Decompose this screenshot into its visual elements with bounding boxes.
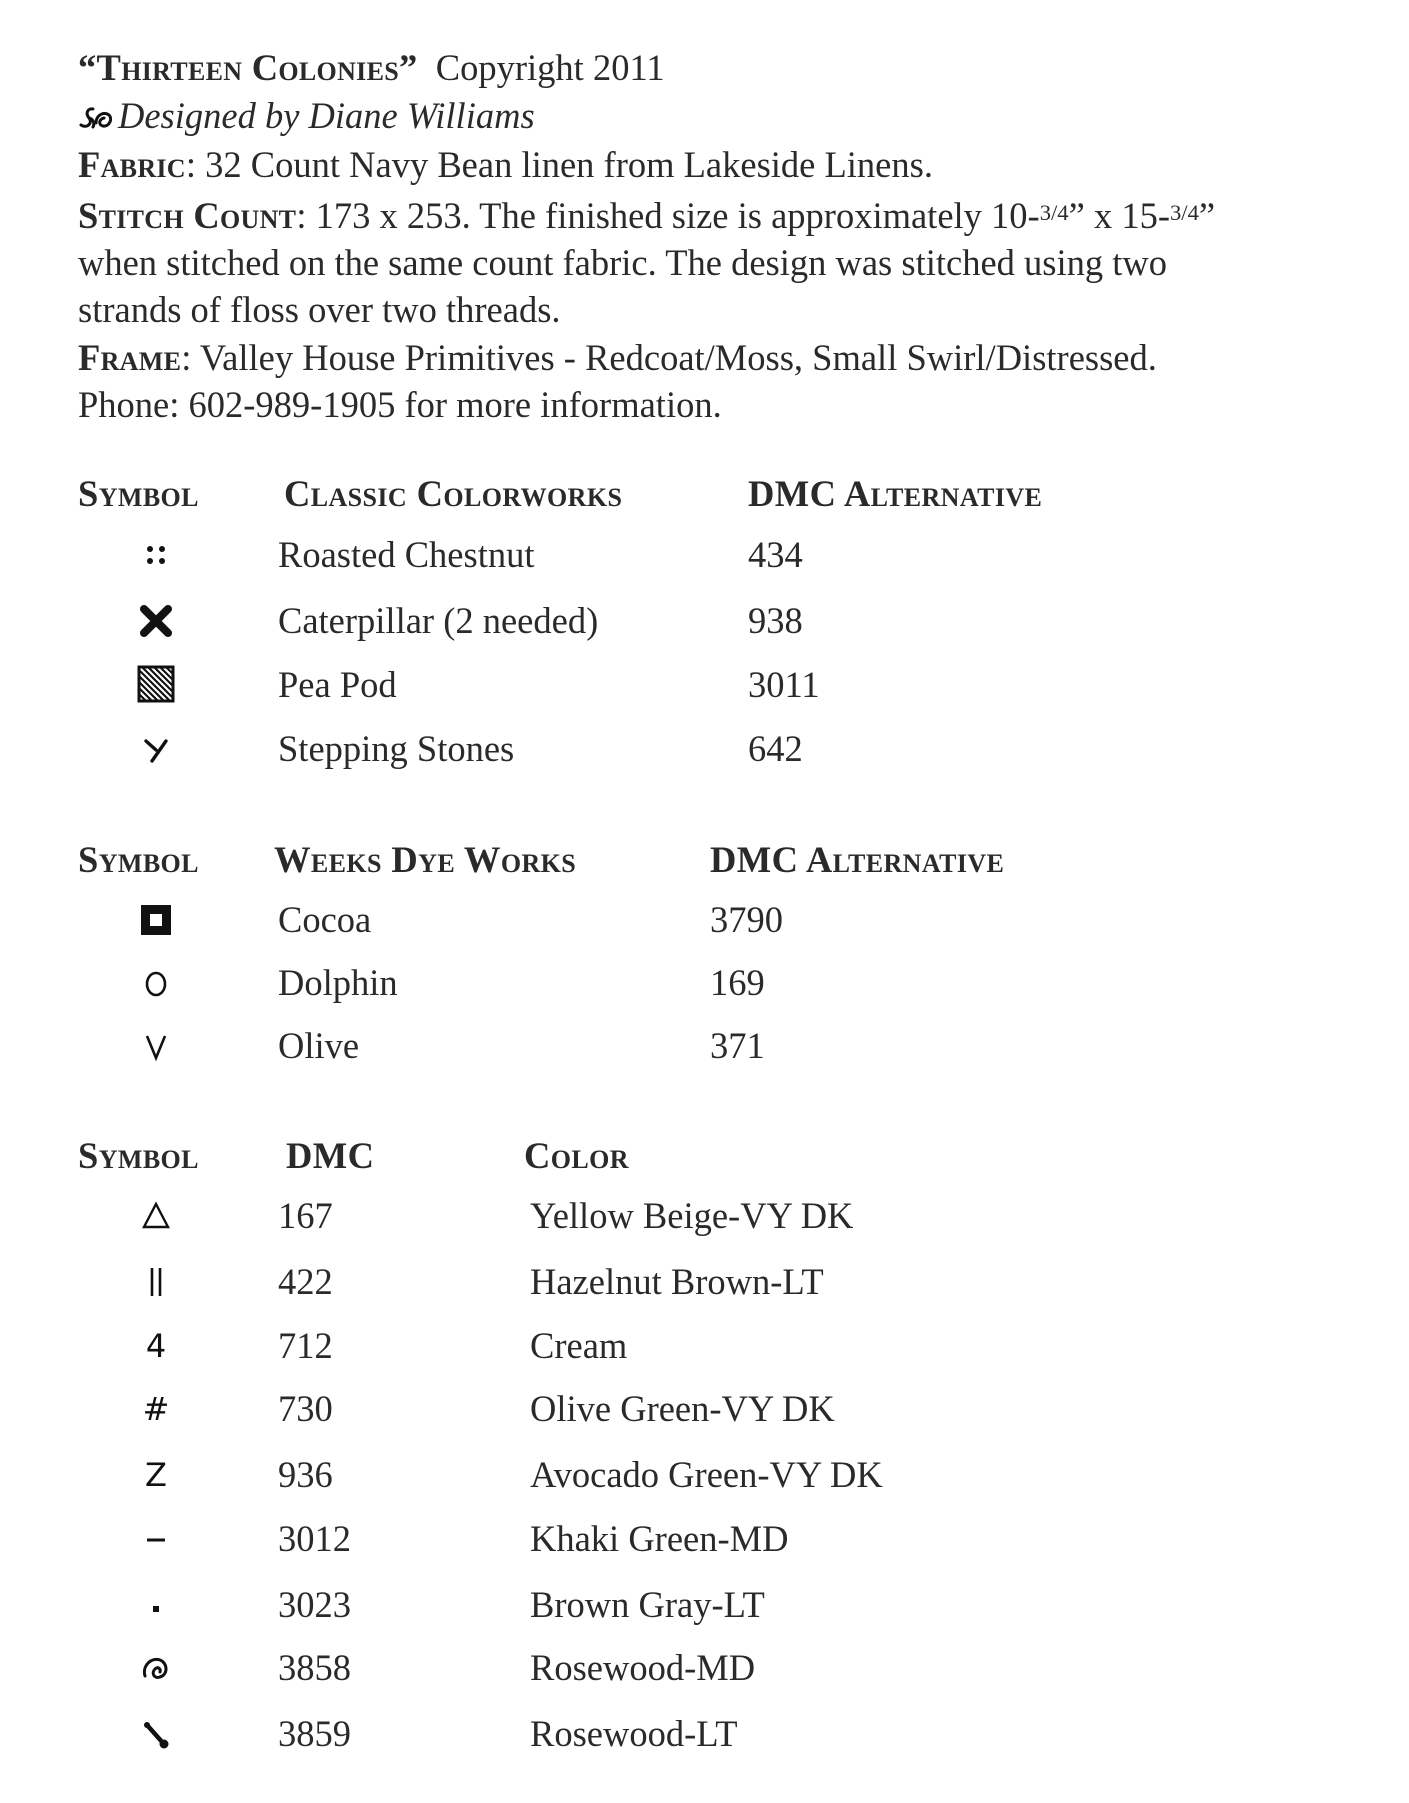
table-header	[0, 836, 1409, 884]
stitch-count-line	[78, 189, 1378, 239]
needle-slash-icon	[118, 1710, 194, 1758]
thread-name: Olive	[278, 1025, 360, 1066]
header-brand: Classic Colorworks	[284, 473, 623, 514]
table-row	[0, 661, 1409, 709]
fabric-text: : 32 Count Navy Bean linen from Lakeside Linens.	[185, 144, 933, 185]
color-name: Avocado Green-VY DK	[530, 1454, 883, 1495]
fabric-line	[78, 141, 1378, 189]
dmc-number: 730	[278, 1388, 333, 1429]
table-header	[0, 470, 1409, 518]
header-dmc-alternative: DMC Alternative	[748, 473, 1043, 514]
dash-icon	[118, 1515, 194, 1563]
dmc-number: 3023	[278, 1584, 351, 1625]
dmc-number: 434	[748, 534, 803, 575]
pattern-info	[78, 44, 1378, 429]
title-line	[78, 44, 1378, 92]
fraction-three-quarters: 3/4	[1039, 199, 1069, 225]
designer-line	[78, 92, 1378, 142]
table-row	[0, 1322, 1409, 1370]
table-row	[0, 896, 1409, 944]
circle-icon	[118, 959, 194, 1007]
phone-line: Phone: 602-989-1905 for more information.	[78, 384, 722, 426]
stitch-count-line-2: when stitched on the same count fabric. The design was stitched using two	[78, 241, 1168, 283]
table-row	[0, 1451, 1409, 1499]
dmc-number: 936	[278, 1454, 333, 1495]
heavy-x-icon	[118, 597, 194, 645]
hash-icon: #	[142, 1390, 170, 1428]
designer-name: Designed by Diane Williams	[118, 94, 535, 136]
header-dmc-alternative: DMC Alternative	[710, 839, 1005, 880]
stitch-count-line-3: strands of floss over two threads.	[78, 289, 561, 331]
dmc-number: 167	[278, 1195, 333, 1236]
table-row	[0, 597, 1409, 645]
thread-name: Caterpillar (2 needed)	[278, 600, 599, 641]
dmc-number: 3012	[278, 1518, 351, 1559]
v-shape-icon	[118, 1022, 194, 1070]
fabric-label: Fabric	[78, 144, 186, 185]
thread-name: Roasted Chestnut	[278, 534, 535, 575]
header-symbol: Symbol	[78, 1135, 199, 1176]
header-brand: Weeks Dye Works	[274, 839, 577, 880]
dmc-number: 371	[710, 1025, 765, 1066]
pattern-title: “Thirteen Colonies”	[78, 47, 418, 88]
table-row	[0, 1258, 1409, 1306]
table-row	[0, 959, 1409, 1007]
thread-name: Cocoa	[278, 899, 372, 940]
stitch-count-text-3: ”	[1198, 194, 1216, 236]
color-name: Yellow Beige-VY DK	[530, 1195, 854, 1236]
y-shape-icon	[118, 725, 194, 773]
designer-mark-icon	[78, 94, 118, 142]
stitch-count-text-2: ” x 15-	[1068, 194, 1170, 236]
square-dot-icon	[118, 896, 194, 944]
table-row	[0, 1385, 1409, 1433]
color-name: Hazelnut Brown-LT	[530, 1261, 824, 1302]
dmc-number: 3859	[278, 1713, 351, 1754]
table-row	[0, 725, 1409, 773]
dmc-number: 3011	[748, 664, 820, 705]
dmc-number: 642	[748, 728, 803, 769]
frame-label: Frame	[78, 336, 182, 378]
thread-name: Pea Pod	[278, 664, 397, 705]
thread-name: Dolphin	[278, 962, 398, 1003]
four-icon: 4	[145, 1327, 167, 1365]
stitch-count-text: : 173 x 253. The finished size is approximately 10-	[296, 194, 1040, 236]
table-row	[0, 1644, 1409, 1692]
color-name: Brown Gray-LT	[530, 1584, 765, 1625]
spiral-icon	[118, 1644, 194, 1692]
header-symbol: Symbol	[78, 839, 199, 880]
table-header	[0, 1132, 1409, 1180]
color-name: Rosewood-MD	[530, 1647, 756, 1688]
table-row	[0, 1710, 1409, 1758]
table-row	[0, 531, 1409, 579]
thread-name: Stepping Stones	[278, 728, 515, 769]
header-symbol: Symbol	[78, 473, 199, 514]
color-name: Khaki Green-MD	[530, 1518, 789, 1559]
dmc-number: 3790	[710, 899, 783, 940]
copyright: Copyright 2011	[435, 47, 665, 88]
header-dmc: DMC	[286, 1135, 375, 1176]
color-name: Rosewood-LT	[530, 1713, 738, 1754]
frame-line	[78, 334, 1378, 382]
dmc-number: 712	[278, 1325, 333, 1366]
dmc-number: 169	[710, 962, 765, 1003]
table-row	[0, 1192, 1409, 1240]
color-name: Cream	[530, 1325, 628, 1366]
color-name: Olive Green-VY DK	[530, 1388, 835, 1429]
hatched-square-icon	[118, 661, 194, 709]
table-row	[0, 1581, 1409, 1629]
small-dot-icon	[118, 1581, 194, 1629]
dmc-number: 3858	[278, 1647, 351, 1688]
dmc-number: 938	[748, 600, 803, 641]
table-row	[0, 1022, 1409, 1070]
double-bar-icon	[118, 1258, 194, 1306]
four-dots-icon	[118, 531, 194, 579]
table-row	[0, 1515, 1409, 1563]
z-icon: Z	[145, 1456, 167, 1494]
fraction-three-quarters-2: 3/4	[1169, 199, 1199, 225]
header-color: Color	[524, 1135, 629, 1176]
frame-text: : Valley House Primitives - Redcoat/Moss, Small Swirl/Distressed.	[181, 336, 1157, 378]
stitch-count-label: Stitch Count	[78, 194, 297, 236]
dmc-number: 422	[278, 1261, 333, 1302]
triangle-icon	[118, 1192, 194, 1240]
